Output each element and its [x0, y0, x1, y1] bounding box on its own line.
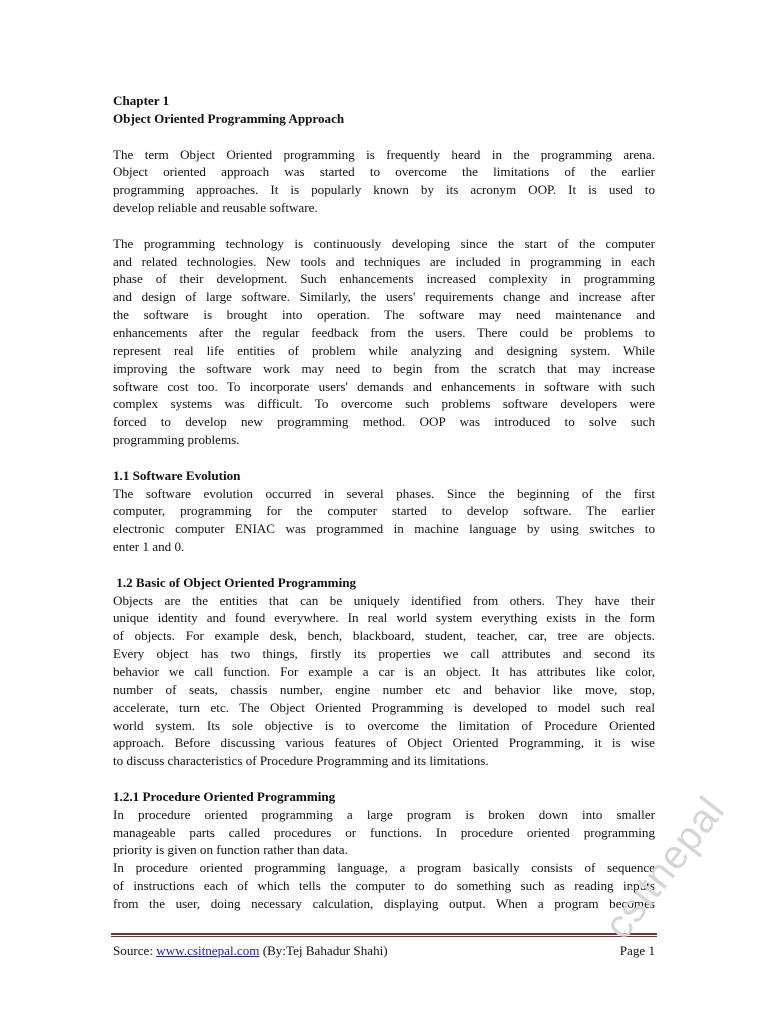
paragraph-line: from the user, doing necessary calculation, displaying output. When a program becomes	[113, 895, 655, 911]
paragraph-line: improving the software work may need to begin from the scratch that may increase	[113, 360, 655, 376]
paragraph-line: Object oriented approach was started to overcome the limitations of the earlier	[113, 164, 655, 180]
paragraph-line: behavior we call function. For example a car is an object. It has attributes like color,	[113, 664, 655, 679]
paragraph-line: the software is brought into operation. The software may need maintenance and	[113, 307, 655, 323]
paragraph-line: number of seats, chassis number, engine number etc and behavior like move, stop,	[113, 681, 655, 697]
footer-divider-thin	[111, 936, 657, 937]
paragraph-line: develop reliable and reusable software.	[113, 200, 318, 216]
paragraph-line: priority is given on function rather than data.	[113, 842, 348, 858]
paragraph-line: programming problems.	[113, 432, 240, 448]
paragraph-line: electronic computer ENIAC was programmed in machine language by using switches to	[113, 521, 655, 537]
paragraph-line: enter 1 and 0.	[113, 539, 185, 555]
paragraph-line: In procedure oriented programming language, a program basically consists of sequence	[113, 860, 655, 876]
paragraph-line: and design of large software. Similarly, the users' requirements change and increase after	[113, 289, 655, 305]
intro-paragraph	[113, 146, 655, 217]
paragraph-line: enhancements after the regular feedback from the users. There could be problems to	[113, 324, 655, 340]
paragraph-line: accelerate, turn etc. The Object Oriented Programming is developed to model such real	[113, 699, 655, 715]
paragraph-line: Every object has two things, firstly its properties we call attributes and second its	[113, 646, 655, 662]
paragraph-line: unique identity and found everywhere. In real world system everything exists in the form	[113, 610, 655, 626]
procedure-oriented-paragraph	[113, 806, 655, 913]
watermark: csitnepal	[596, 788, 734, 948]
paragraph-line: The programming technology is continuously developing since the start of the computer	[113, 235, 655, 251]
footer-source-link[interactable]: www.csitnepal.com	[156, 943, 260, 958]
paragraph-line: to discuss characteristics of Procedure Programming and its limitations.	[113, 753, 489, 769]
paragraph-line: Objects are the entities that can be uniquely identified from others. They have their	[113, 592, 655, 608]
footer-source-label: Source:	[113, 943, 157, 958]
paragraph-line: of objects. For example desk, bench, blackboard, student, teacher, car, tree are objects.	[113, 628, 655, 644]
paragraph-line: forced to develop new programming method. OOP was introduced to solve such	[113, 414, 655, 430]
section-heading-1-2: 1.2 Basic of Object Oriented Programming	[113, 574, 357, 590]
paragraph-line: approach. Before discussing various features of Object Oriented Programming, it is wise	[113, 735, 655, 751]
oop-basics-paragraph	[113, 592, 655, 770]
paragraph-line: phase of their development. Such enhancements increased complexity in programming	[113, 271, 655, 287]
footer-divider	[111, 933, 657, 935]
paragraph-line: In procedure oriented programming a large program is broken down into smaller	[113, 806, 655, 822]
paragraph-line: world system. Its sole objective is to overcome the limitation of Procedure Oriented	[113, 717, 655, 733]
paragraph-line: computer, programming for the computer started to develop software. The earlier	[113, 503, 655, 519]
paragraph-line: of instructions each of which tells the computer to do something such as reading inputs	[113, 878, 655, 894]
paragraph-line: programming approaches. It is popularly known by its acronym OOP. It is used to	[113, 182, 655, 198]
paragraph-line: The term Object Oriented programming is frequently heard in the programming arena.	[113, 146, 655, 162]
section-heading-1-2-1: 1.2.1 Procedure Oriented Programming	[113, 788, 336, 804]
footer-author: (By:Tej Bahadur Shahi)	[259, 943, 388, 958]
software-evolution-paragraph	[113, 485, 655, 556]
technology-paragraph	[113, 235, 655, 449]
paragraph-line: manageable parts called procedures or functions. In procedure oriented programming	[113, 824, 655, 840]
document-page	[113, 92, 655, 913]
paragraph-line: software cost too. To incorporate users' demands and enhancements in software with such	[113, 378, 655, 394]
paragraph-line: represent real life entities of problem while analyzing and designing system. While	[113, 342, 655, 358]
paragraph-line: and related technologies. New tools and techniques are included in programming in each	[113, 253, 655, 269]
page-footer	[113, 942, 655, 960]
paragraph-line: The software evolution occurred in several phases. Since the beginning of the first	[113, 485, 655, 501]
page-number: Page 1	[619, 943, 655, 958]
paragraph-line: complex systems was difficult. To overcome such problems software developers were	[113, 396, 655, 412]
chapter-label: Chapter 1	[113, 93, 170, 108]
section-heading-1-1: 1.1 Software Evolution	[113, 467, 241, 483]
chapter-title: Object Oriented Programming Approach	[113, 110, 345, 126]
